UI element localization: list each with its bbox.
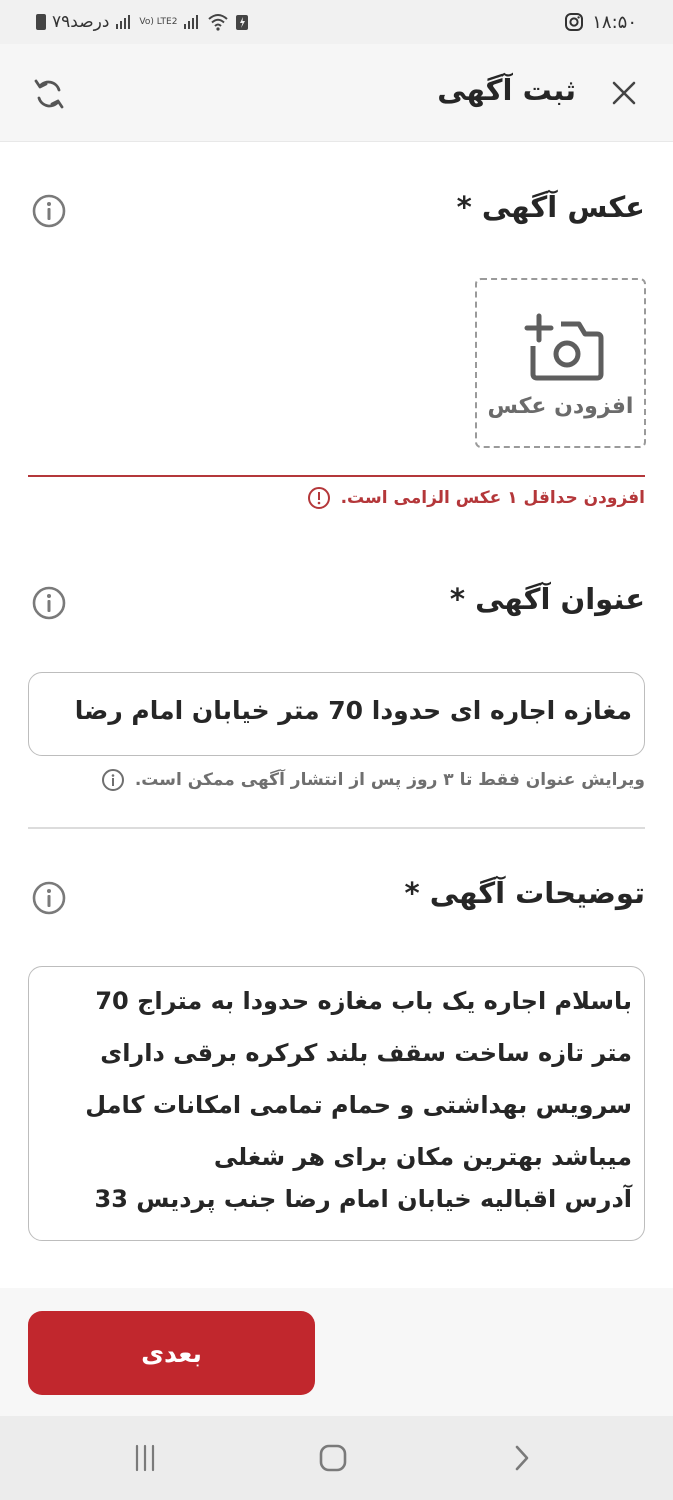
- status-right: [564, 8, 637, 36]
- error-icon: [307, 486, 331, 510]
- camera-add-icon: [517, 302, 607, 382]
- recents-icon: [130, 1443, 160, 1473]
- title-input[interactable]: [28, 672, 645, 756]
- description-line: باسلام اجاره یک باب مغازه حدودا به متراج 70: [95, 987, 632, 1015]
- description-line: آدرس اقبالیه خیابان امام رضا جنب پردیس 33: [94, 1185, 632, 1213]
- title-input-value: مغازه اجاره ای حدودا 70 متر خیابان امام رضا: [74, 696, 632, 725]
- add-photo-button[interactable]: [475, 278, 646, 448]
- app-header: [0, 44, 673, 142]
- refresh-button[interactable]: [30, 75, 68, 113]
- signal-icon: [115, 14, 133, 30]
- clock: ۱۸:۵۰: [592, 11, 637, 33]
- info-icon[interactable]: [30, 584, 68, 622]
- signal-icon: [183, 14, 201, 30]
- data-saver-icon: [235, 13, 249, 31]
- error-text: افزودن حداقل ۱ عکس الزامی است.: [340, 488, 645, 508]
- back-icon: [506, 1443, 536, 1473]
- status-left: [36, 8, 249, 36]
- info-icon[interactable]: [30, 192, 68, 230]
- photo-section-title: عکس آگهی *: [456, 190, 645, 224]
- wifi-icon: [207, 13, 229, 31]
- home-icon: [318, 1443, 348, 1473]
- battery-text: ۷۹درصد: [52, 12, 110, 32]
- recents-button[interactable]: [125, 1438, 165, 1478]
- system-nav-bar: [0, 1416, 673, 1500]
- description-textarea[interactable]: [28, 966, 645, 1241]
- description-line: میباشد بهترین مکان برای هر شغلی: [213, 1143, 632, 1171]
- status-bar: [0, 0, 673, 44]
- instagram-icon: [564, 12, 584, 32]
- title-section-title: عنوان آگهی *: [449, 582, 645, 616]
- network-label: Vo) LTE2: [139, 16, 178, 27]
- error-divider: [28, 475, 645, 477]
- close-icon: [611, 80, 637, 106]
- refresh-icon: [32, 77, 66, 111]
- description-line: متر تازه ساخت سقف بلند کرکره برقی دارای: [100, 1039, 632, 1067]
- page-title: ثبت آگهی: [437, 73, 576, 107]
- info-icon[interactable]: [30, 879, 68, 917]
- description-section-title: توضیحات آگهی *: [404, 876, 645, 910]
- back-button[interactable]: [501, 1438, 541, 1478]
- home-button[interactable]: [313, 1438, 353, 1478]
- title-hint: [101, 768, 645, 792]
- section-divider: [28, 827, 645, 829]
- description-line: سرویس بهداشتی و حمام تمامی امکانات کامل: [85, 1091, 632, 1119]
- info-icon: [101, 768, 125, 792]
- photo-error: [307, 486, 645, 510]
- hint-text: ویرایش عنوان فقط تا ۳ روز پس از انتشار آگهی ممکن است.: [134, 770, 645, 790]
- footer: [0, 1288, 673, 1416]
- next-button[interactable]: بعدی: [28, 1311, 315, 1395]
- battery-icon: [36, 14, 46, 30]
- close-button[interactable]: [609, 78, 639, 108]
- add-photo-label: افزودن عکس: [487, 394, 634, 419]
